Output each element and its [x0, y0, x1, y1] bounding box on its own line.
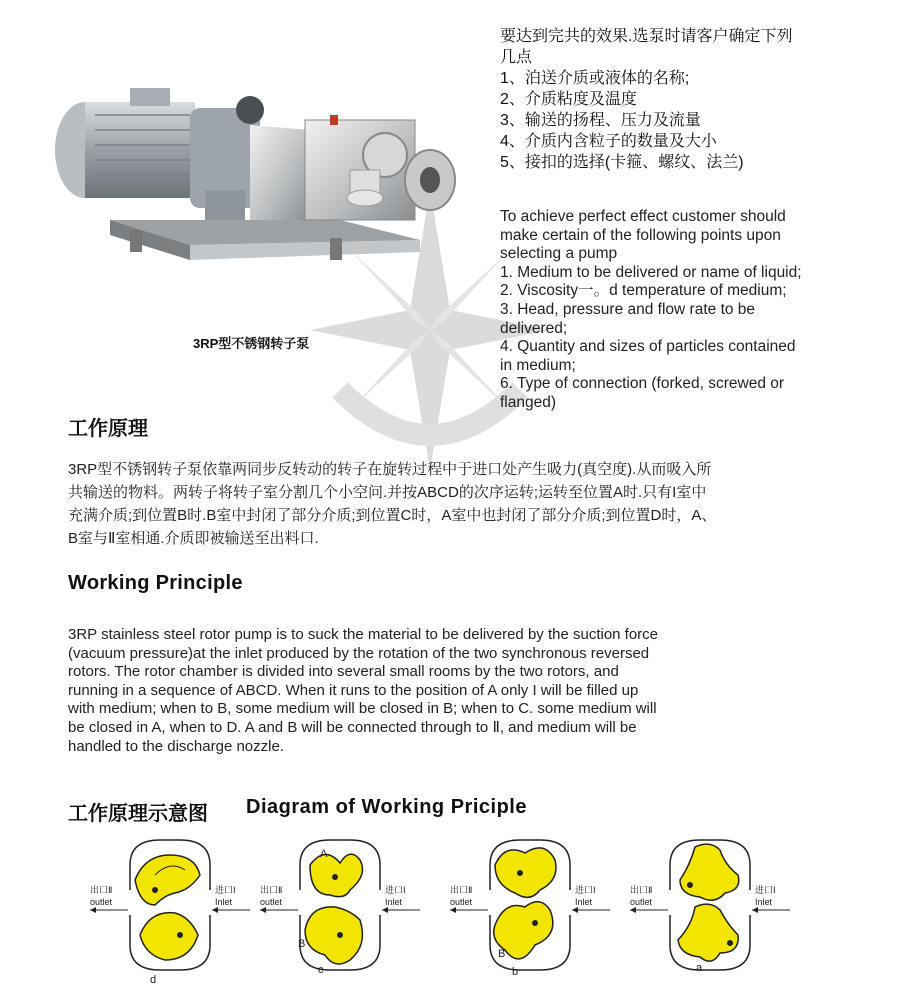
panel-letter: d [150, 974, 157, 985]
req-cn-line: 5、接扣的选择(卡箍、螺纹、法兰) [500, 154, 744, 171]
req-en-line: delivered; [500, 319, 568, 337]
inlet-en-label: Inlet [755, 897, 773, 907]
inlet-cn-label: 进口Ⅰ [385, 885, 406, 895]
principle-cn-line: 3RP型不锈钢转子泵依靠两同步反转动的转子在旋转过程中于进口处产生吸力(真空度).从而吸入所 [68, 461, 712, 478]
req-en-line: 6. Type of connection (forked, screwed or [500, 375, 785, 393]
req-en-line: make certain of the following points upon [500, 226, 781, 244]
inlet-en-label: Inlet [575, 897, 593, 907]
principle-en-line: with medium; when to B, some medium will be closed in B; when to C. some medium will [68, 700, 657, 718]
chamber-mark-a: A [320, 848, 328, 860]
req-en-line: selecting a pump [500, 245, 618, 263]
principle-en-line: handled to the discharge nozzle. [68, 737, 284, 755]
principle-en-heading: Working Principle [68, 572, 243, 594]
principle-en-line: 3RP stainless steel rotor pump is to suck the material to be delivered by the suction force [68, 626, 659, 643]
req-en-line: 2. Viscosity一。d temperature of medium; [500, 282, 787, 300]
panel-letter: a [696, 962, 703, 974]
req-cn-line: 1、泊送介质或液体的名称; [500, 70, 690, 87]
req-en-line: 3. Head, pressure and flow rate to be [500, 300, 756, 318]
product-caption: 3RP型不锈钢转子泵 [193, 336, 310, 351]
inlet-cn-label: 进口Ⅰ [575, 885, 596, 895]
panel-letter: c [318, 964, 324, 976]
req-en-line: 4. Quantity and sizes of particles contained [500, 338, 796, 356]
principle-cn-heading: 工作原理 [68, 418, 148, 440]
req-cn-line: 几点 [500, 49, 533, 66]
principle-en-line: be closed in A, when to D. A and B will be connected through to Ⅱ, and medium will be [68, 718, 637, 736]
outlet-en-label: outlet [450, 897, 473, 907]
outlet-cn-label: 出口Ⅱ [450, 885, 473, 895]
outlet-en-label: outlet [260, 897, 283, 907]
req-en-line: flanged) [500, 393, 557, 411]
req-cn-line: 要达到完共的效果.选泵时请客户确定下列 [500, 28, 793, 45]
outlet-en-label: outlet [630, 897, 653, 907]
diagram-panel-a [620, 835, 800, 985]
rotor-pump-image [40, 70, 480, 300]
principle-en-line: (vacuum pressure)at the inlet produced by the rotation of the two synchronous reversed [68, 644, 650, 662]
chamber-mark-b: B [298, 938, 306, 950]
req-cn-line: 2、介质粘度及温度 [500, 91, 637, 108]
diagram-panel-c [250, 835, 430, 985]
chamber-mark-b: B [498, 948, 506, 960]
outlet-en-label: outlet [90, 897, 113, 907]
inlet-en-label: Inlet [385, 897, 403, 907]
principle-cn-text [68, 458, 838, 550]
req-cn-line: 3、输送的扬程、压力及流量 [500, 112, 701, 129]
principle-en-line: rotors. The rotor chamber is divided into several small rooms by the two rotors, and [68, 663, 619, 681]
diagram-heading-en: Diagram of Working Priciple [246, 796, 527, 818]
requirements-cn [500, 26, 900, 173]
principle-en-text [68, 626, 788, 756]
outlet-cn-label: 出口Ⅱ [260, 885, 283, 895]
principle-en-line: running in a sequence of ABCD. When it runs to the position of A only I will be filled up [68, 681, 639, 699]
inlet-en-label: Inlet [215, 897, 233, 907]
panel-letter: b [512, 966, 519, 978]
outlet-cn-label: 出口Ⅱ [630, 885, 653, 895]
req-en-line: in medium; [500, 356, 576, 374]
outlet-cn-label: 出口Ⅱ [90, 885, 113, 895]
principle-cn-line: 共输送的物料。两转子将转子室分割几个小空问.并按ABCD的次序运转;运转至位置A时.只有I室中 [68, 484, 707, 501]
inlet-cn-label: 进口Ⅰ [215, 885, 236, 895]
req-en-line: 1. Medium to be delivered or name of liquid; [500, 263, 802, 281]
principle-cn-line: B室与Ⅱ室相通.介质即被输送至出料口. [68, 530, 319, 547]
diagram-heading-cn: 工作原理示意图 [68, 803, 208, 825]
diagram-panel-d [80, 835, 260, 985]
inlet-cn-label: 进口Ⅰ [755, 885, 776, 895]
diagram-panel-b [440, 835, 620, 985]
req-cn-line: 4、介质内含粒子的数量及大小 [500, 133, 717, 150]
requirements-en [500, 208, 905, 413]
principle-cn-line: 充满介质;到位置B时.B室中封闭了部分介质;到位置C时，A室中也封闭了部分介质;到位置D时，A、 [68, 507, 717, 524]
req-en-line: To achieve perfect effect customer should [500, 208, 786, 225]
